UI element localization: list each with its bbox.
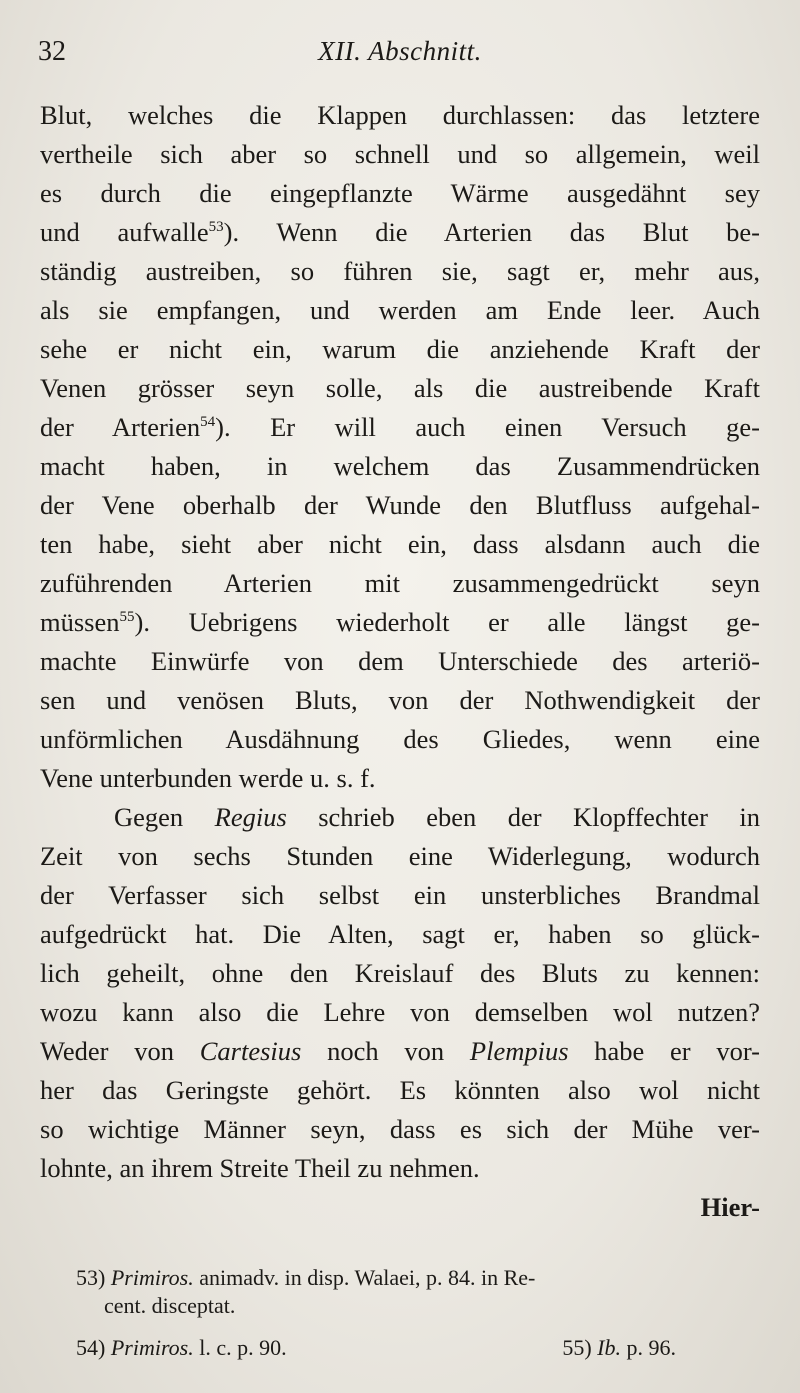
catchword: Hier- xyxy=(700,1192,760,1222)
text-line: und aufwalle$^{53}$). Wenn die Arterien das Blut be- xyxy=(40,217,760,247)
footnote-53: 53) Primiros. animadv. in disp. Walaei, p. 84. in Re- xyxy=(76,1265,536,1290)
text-line: Vene unterbunden werde u. s. f. xyxy=(40,763,376,793)
footnote-ref-53: 53 xyxy=(208,219,224,236)
text-line: Blut, welches die Klappen durchlassen: das letztere xyxy=(40,100,760,130)
text-line: ständig austreiben, so führen sie, sagt er, mehr aus, xyxy=(40,256,760,286)
text-line: her das Geringste gehört. Es könnten also wol nicht xyxy=(40,1075,760,1105)
footnote-ref-54: 54 xyxy=(200,414,216,431)
text-line: Gegen Regius schrieb eben der Klopffechter in xyxy=(114,802,760,832)
text-line: wozu kann also die Lehre von demselben wol nutzen? xyxy=(40,997,760,1027)
running-head: XII. Abschnitt. xyxy=(318,36,482,66)
text-line: Weder von Cartesius noch von Plempius habe er vor- xyxy=(40,1036,761,1066)
text-line: es durch die eingepflanzte Wärme ausgedähnt sey xyxy=(40,178,760,208)
name-regius: Regius xyxy=(214,802,287,832)
name-cartesius: Cartesius xyxy=(199,1036,302,1066)
text-line: vertheile sich aber so schnell und so allgemein, weil xyxy=(40,139,760,169)
footnote-55: 55) Ib. p. 96. xyxy=(562,1335,676,1360)
text-line: zuführenden Arterien mit zusammengedrückt seyn xyxy=(40,568,760,598)
text-line: der Vene oberhalb der Wunde den Blutfluss aufgehal- xyxy=(40,490,760,520)
text-line: so wichtige Männer seyn, dass es sich der Mühe ver- xyxy=(40,1114,760,1144)
text-line: lich geheilt, ohne den Kreislauf des Bluts zu kennen: xyxy=(40,958,760,988)
text-line: Venen grösser seyn solle, als die austreibende Kraft xyxy=(40,373,760,403)
footnote-54: 54) Primiros. l. c. p. 90. xyxy=(76,1335,287,1360)
page-header xyxy=(38,36,762,76)
text-line: machte Einwürfe von dem Unterschiede des arteriö- xyxy=(40,646,760,676)
text-line: aufgedrückt hat. Die Alten, sagt er, haben so glück- xyxy=(40,919,760,949)
text-line: sehe er nicht ein, warum die anziehende Kraft der xyxy=(40,334,760,364)
footnote-ref-55: 55 xyxy=(119,609,135,626)
text-line: macht haben, in welchem das Zusammendrücken xyxy=(40,451,760,481)
text-line: ten habe, sieht aber nicht ein, dass alsdann auch die xyxy=(40,529,760,559)
text-line: der Verfasser sich selbst ein unsterbliches Brandmal xyxy=(40,880,760,910)
body-text xyxy=(40,96,760,1227)
text-line: der Arterien$^{54}$). Er will auch einen Versuch ge- xyxy=(40,412,760,442)
footnote-53-continued: cent. disceptat. xyxy=(104,1293,236,1318)
page-number: 32 xyxy=(38,36,66,67)
name-plempius: Plempius xyxy=(469,1036,569,1066)
text-line: lohnte, an ihrem Streite Theil zu nehmen. xyxy=(40,1153,480,1183)
text-line: unförmlichen Ausdähnung des Gliedes, wenn eine xyxy=(40,724,760,754)
footnotes xyxy=(76,1264,762,1362)
text-line: sen und venösen Bluts, von der Nothwendigkeit der xyxy=(40,685,760,715)
text-line: als sie empfangen, und werden am Ende leer. Auch xyxy=(40,295,760,325)
text-line: Zeit von sechs Stunden eine Widerlegung, wodurch xyxy=(40,841,760,871)
footnote-row xyxy=(76,1334,676,1362)
text-line: müssen$^{55}$). Uebrigens wiederholt er alle längst ge- xyxy=(40,607,760,637)
